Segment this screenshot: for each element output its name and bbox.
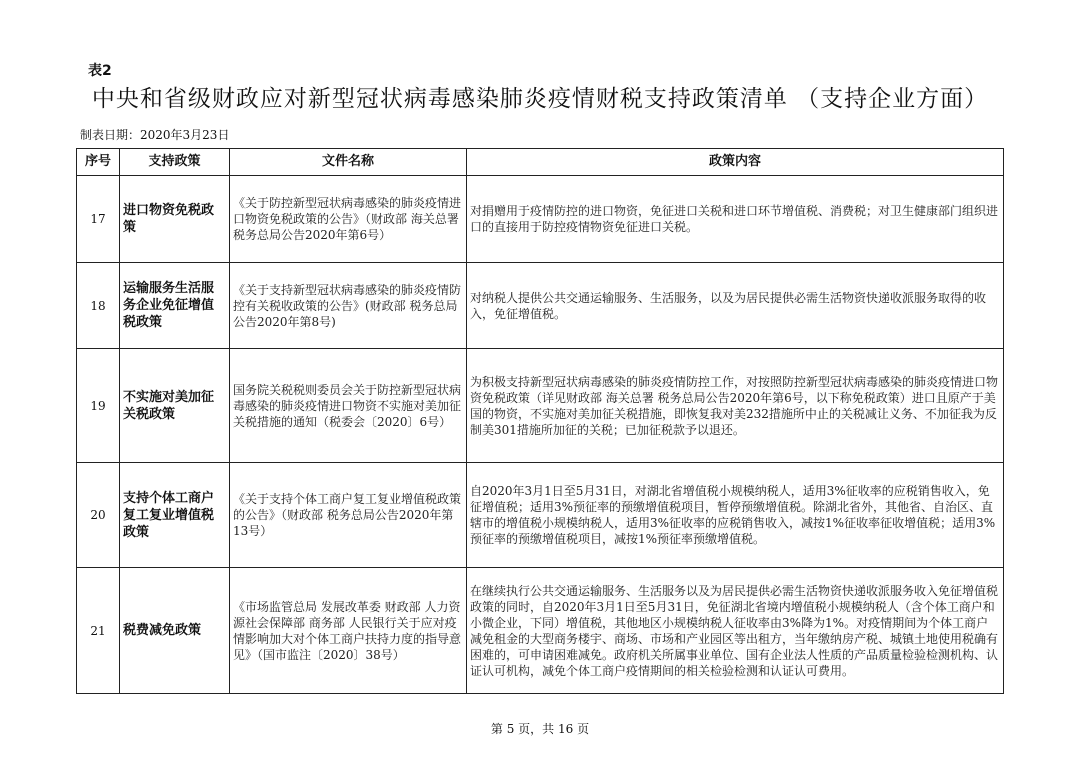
row-number: 19 (77, 349, 120, 463)
page-number: 第 5 页，共 16 页 (490, 722, 590, 736)
date-label: 制表日期：2020年3月23日 (80, 128, 230, 142)
column-header-number: 序号 (77, 149, 120, 176)
row-content: 在继续执行公共交通运输服务、生活服务以及为居民提供必需生活物资快递收派服务收入免征增值税政策的同时，自2020年3月1日至5月31日，免征湖北省境内增值税小规模纳税人（含个体工商户和小微企业，下同）增值税，其他地区小规模纳税人征收率由3%降为1%。对疫情期间为个体工商户减免租金的大型商务楼宇、商场、市场和产业园区等出租方，当年缴纳房产税、城镇土地使用税确有困难的，可申请困难减免。政府机关所属事业单位、国有企业法人性质的产品质量检验检测机构、认证认可机构，减免个体工商户疫情期间的相关检验检测和认证认可费用。 (467, 568, 1004, 694)
row-content: 为积极支持新型冠状病毒感染的肺炎疫情防控工作，对按照防控新型冠状病毒感染的肺炎疫情进口物资免税政策（详见财政部 海关总署 税务总局公告2020年第6号，以下称免税政策）进口且原产于美国的物资，不实施对美加征关税措施，即恢复我对美232措施所中止的关税减让义务、不加征我为反制美301措施所加征的关税；已加征税款予以退还。 (467, 349, 1004, 463)
row-content: 对纳税人提供公共交通运输服务、生活服务，以及为居民提供必需生活物资快递收派服务取得的收入，免征增值税。 (467, 263, 1004, 349)
row-content: 自2020年3月1日至5月31日，对湖北省增值税小规模纳税人，适用3%征收率的应税销售收入，免征增值税；适用3%预征率的预缴增值税项目，暂停预缴增值税。除湖北省外，其他省、自治区、直辖市的增值税小规模纳税人，适用3%征收率的应税销售收入，减按1%征收率征收增值税；适用3%预征率的预缴增值税项目，减按1%预征率预缴增值税。 (467, 463, 1004, 568)
column-header-policy: 支持政策 (120, 149, 230, 176)
table-row (77, 263, 1004, 349)
row-document: 《关于防控新型冠状病毒感染的肺炎疫情进口物资免税政策的公告》（财政部 海关总署 税务总局公告2020年第6号） (230, 176, 467, 263)
column-header-document: 文件名称 (230, 149, 467, 176)
row-document: 《关于支持个体工商户复工复业增值税政策的公告》（财政部 税务总局公告2020年第13号） (230, 463, 467, 568)
document-title: 中央和省级财政应对新型冠状病毒感染肺炎疫情财税支持政策清单 （支持企业方面） (91, 86, 989, 112)
row-policy: 税费减免政策 (120, 568, 230, 694)
table-header-row (77, 149, 1004, 176)
column-header-content: 政策内容 (467, 149, 1004, 176)
table-label: 表2 (88, 63, 112, 79)
row-policy: 运输服务生活服务企业免征增值税政策 (120, 263, 230, 349)
row-document: 《市场监管总局 发展改革委 财政部 人力资源社会保障部 商务部 人民银行关于应对疫情影响加大对个体工商户扶持力度的指导意见》（国市监注〔2020〕38号） (230, 568, 467, 694)
row-number: 18 (77, 263, 120, 349)
table-row (77, 349, 1004, 463)
row-document: 《关于支持新型冠状病毒感染的肺炎疫情防控有关税收政策的公告》(财政部 税务总局公告2020年第8号) (230, 263, 467, 349)
row-number: 21 (77, 568, 120, 694)
row-content: 对捐赠用于疫情防控的进口物资，免征进口关税和进口环节增值税、消费税；对卫生健康部门组织进口的直接用于防控疫情物资免征进口关税。 (467, 176, 1004, 263)
policy-table (76, 148, 1004, 694)
row-number: 20 (77, 463, 120, 568)
table-row (77, 568, 1004, 694)
table-row (77, 176, 1004, 263)
row-number: 17 (77, 176, 120, 263)
row-policy: 不实施对美加征关税政策 (120, 349, 230, 463)
row-document: 国务院关税税则委员会关于防控新型冠状病毒感染的肺炎疫情进口物资不实施对美加征关税措施的通知（税委会〔2020〕6号） (230, 349, 467, 463)
table-row (77, 463, 1004, 568)
row-policy: 支持个体工商户复工复业增值税政策 (120, 463, 230, 568)
row-policy: 进口物资免税政策 (120, 176, 230, 263)
